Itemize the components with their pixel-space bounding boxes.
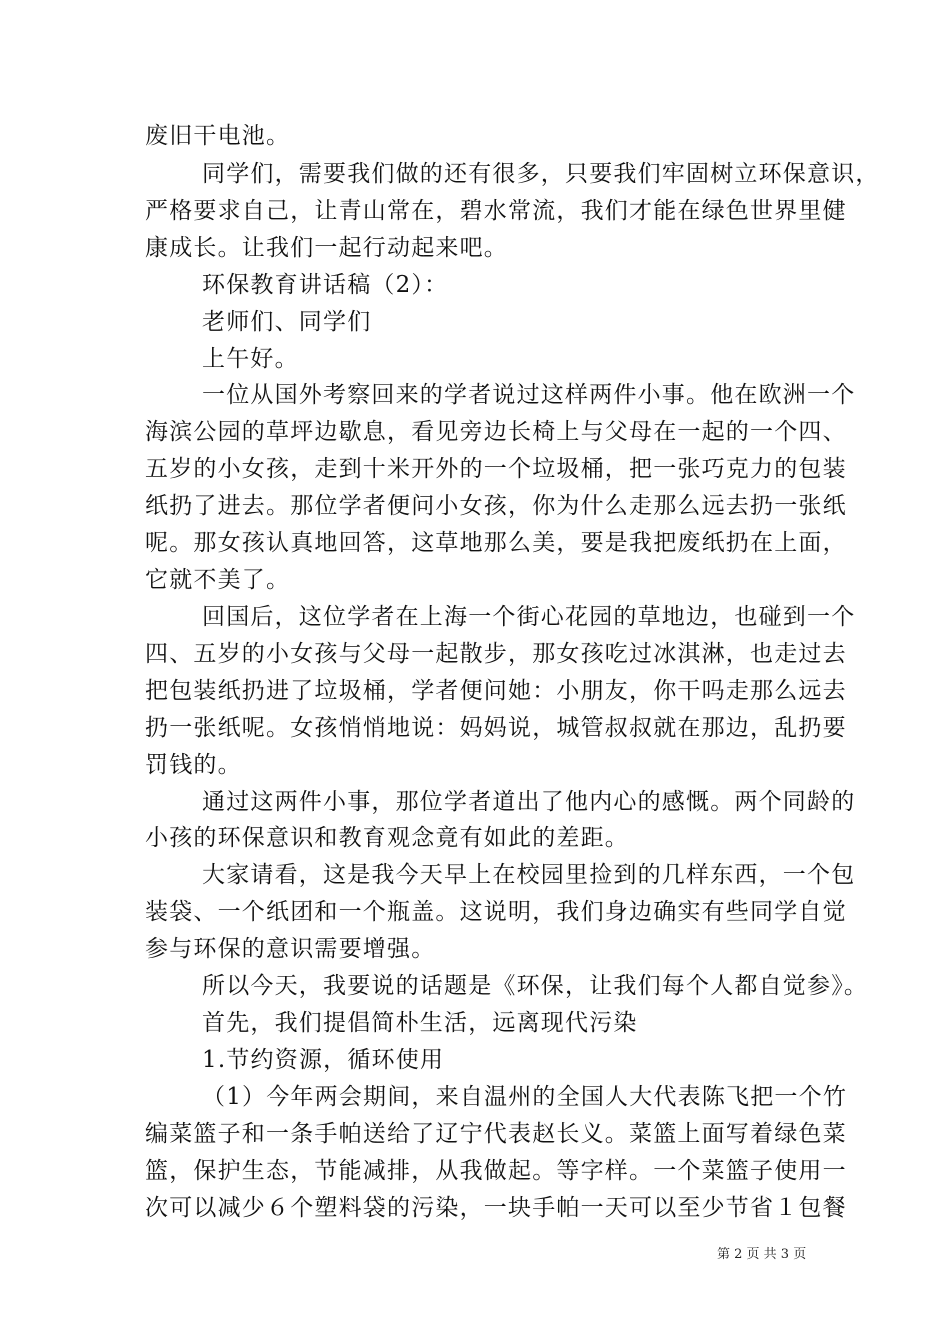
text-line: 编菜篮子和一条手帕送给了辽宁代表赵长义。菜篮上面写着绿色菜	[145, 1121, 847, 1147]
text-line: 废旧干电池。	[145, 123, 291, 149]
text-line: 所以今天，我要说的话题是《环保，让我们每个人都自觉参》。	[202, 973, 869, 999]
text-line: 1.节约资源，循环使用	[202, 1047, 445, 1073]
text-line: 一位从国外考察回来的学者说过这样两件小事。他在欧洲一个	[202, 382, 856, 408]
text-line: 康成长。让我们一起行动起来吧。	[145, 235, 508, 261]
text-line: 参与环保的意识需要增强。	[145, 936, 436, 962]
text-line: 次可以减少６个塑料袋的污染，一块手帕一天可以至少节省１包餐	[145, 1195, 847, 1221]
text-line: 小孩的环保意识和教育观念竟有如此的差距。	[145, 825, 629, 851]
text-line: 大家请看，这是我今天早上在校园里捡到的几样东西，一个包	[202, 862, 856, 888]
text-line: 把包装纸扔进了垃圾桶，学者便问她：小朋友，你干吗走那么远去	[145, 678, 847, 704]
text-line: 老师们、同学们	[202, 309, 372, 335]
text-line: 呢。那女孩认真地回答，这草地那么美，要是我把废纸扔在上面，	[145, 530, 847, 556]
text-line: 五岁的小女孩，走到十米开外的一个垃圾桶，把一张巧克力的包装	[145, 456, 847, 482]
text-line: 它就不美了。	[145, 567, 291, 593]
text-line: 纸扔了进去。那位学者便问小女孩，你为什么走那么远去扔一张纸	[145, 493, 847, 519]
text-line: （1）今年两会期间，来自温州的全国人大代表陈飞把一个竹	[202, 1084, 848, 1110]
page-number: 第 2 页 共 3 页	[717, 1247, 807, 1262]
text-line: 通过这两件小事，那位学者道出了他内心的感慨。两个同龄的	[202, 789, 856, 815]
text-line: 首先，我们提倡简朴生活，远离现代污染	[202, 1010, 638, 1036]
text-line: 篮，保护生态，节能减排，从我做起。等字样。一个菜篮子使用一	[145, 1158, 847, 1184]
text-line: 四、五岁的小女孩与父母一起散步，那女孩吃过冰淇淋，也走过去	[145, 641, 847, 667]
text-line: 扔一张纸呢。女孩悄悄地说：妈妈说，城管叔叔就在那边，乱扔要	[145, 715, 847, 741]
text-line: 装袋、一个纸团和一个瓶盖。这说明，我们身边确实有些同学自觉	[145, 899, 847, 925]
text-line: 同学们，需要我们做的还有很多，只要我们牢固树立环保意识，	[202, 161, 880, 187]
text-line: 海滨公园的草坪边歇息，看见旁边长椅上与父母在一起的一个四、	[145, 419, 847, 445]
text-line: 严格要求自己，让青山常在，碧水常流，我们才能在绿色世界里健	[145, 198, 847, 224]
text-line: 上午好。	[202, 346, 299, 372]
text-line: 罚钱的。	[145, 752, 242, 778]
text-line: 回国后，这位学者在上海一个街心花园的草地边，也碰到一个	[202, 604, 856, 630]
text-line: 环保教育讲话稿（2）：	[202, 272, 449, 298]
